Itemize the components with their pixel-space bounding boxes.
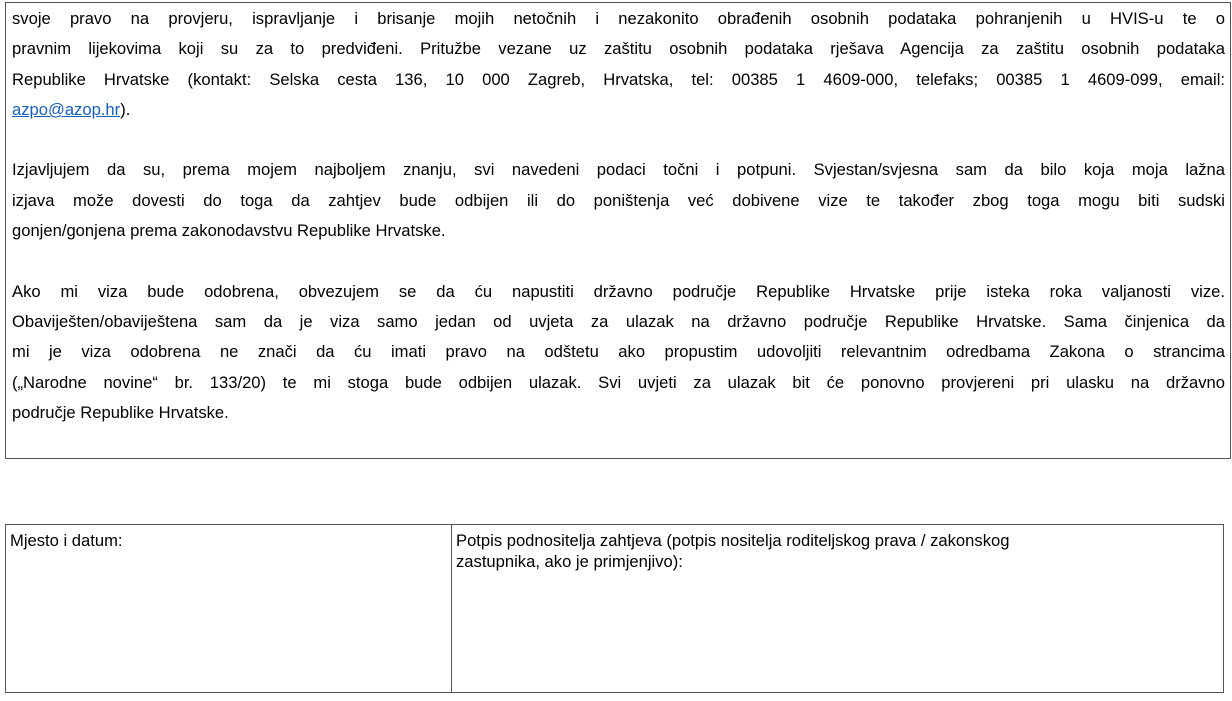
text-line: Republike Hrvatske (kontakt: Selska cesta 136, 10 000 Zagreb, Hrvatska, tel: 00385 1 4609-000, telefaks; 00385 1 4609-099, email: bbox=[12, 69, 1225, 89]
text-line: područje Republike Hrvatske. bbox=[12, 402, 229, 422]
email-link[interactable]: azpo@azop.hr bbox=[12, 99, 121, 119]
text-line: Ako mi viza bude odobrena, obvezujem se da ću napustiti državno područje Republike Hrvatske prije isteka roka valjanosti vize. bbox=[12, 281, 1225, 301]
text-line: svoje pravo na provjeru, ispravljanje i brisanje mojih netočnih i nezakonito obrađenih osobnih podataka pohranjenih u HVIS-u te o bbox=[12, 9, 1225, 28]
declaration-box bbox=[5, 2, 1231, 459]
signature-label: Potpis podnositelja zahtjeva (potpis nositelja roditeljskog prava / zakonskog bbox=[456, 531, 1010, 550]
text-line: pravnim lijekovima koji su za to predviđeni. Pritužbe vezane uz zaštitu osobnih podataka rješava Agencija za zaštitu osobnih podataka bbox=[12, 39, 1225, 59]
place-date-label: Mjesto i datum: bbox=[10, 531, 123, 550]
text-line: mi je viza odobrena ne znači da ću imati pravo na odštetu ako propustim udovoljiti relevantnim odredbama Zakona o strancima bbox=[12, 342, 1225, 362]
text-line: izjava može dovesti do toga da zahtjev bude odbijen ili do poništenja već dobivene vize te također zbog toga mogu biti sudski bbox=[12, 190, 1225, 210]
signature-table bbox=[5, 524, 1224, 693]
signature-label-cont: zastupnika, ako je primjenjivo): bbox=[456, 552, 683, 571]
text-fragment: ). bbox=[120, 99, 131, 119]
text-line: Izjavljujem da su, prema mojem najboljem znanju, svi navedeni podaci točni i potpuni. Svjestan/svjesna sam da bilo koja moja lažna bbox=[12, 160, 1225, 180]
text-line: („Narodne novine“ br. 133/20) te mi stoga bude odbijen ulazak. Svi uvjeti za ulazak bit će ponovno provjereni pri ulasku na državno bbox=[12, 372, 1225, 392]
place-date-field[interactable] bbox=[6, 525, 452, 692]
text-line: Obaviješten/obaviještena sam da je viza samo jedan od uvjeta za ulazak na državno područje Republike Hrvatske. Sama činjenica da bbox=[12, 311, 1225, 331]
text-line: gonjen/gonjena prema zakonodavstvu Republike Hrvatske. bbox=[12, 221, 446, 241]
signature-field[interactable] bbox=[452, 525, 1223, 692]
text-line bbox=[12, 95, 1225, 125]
